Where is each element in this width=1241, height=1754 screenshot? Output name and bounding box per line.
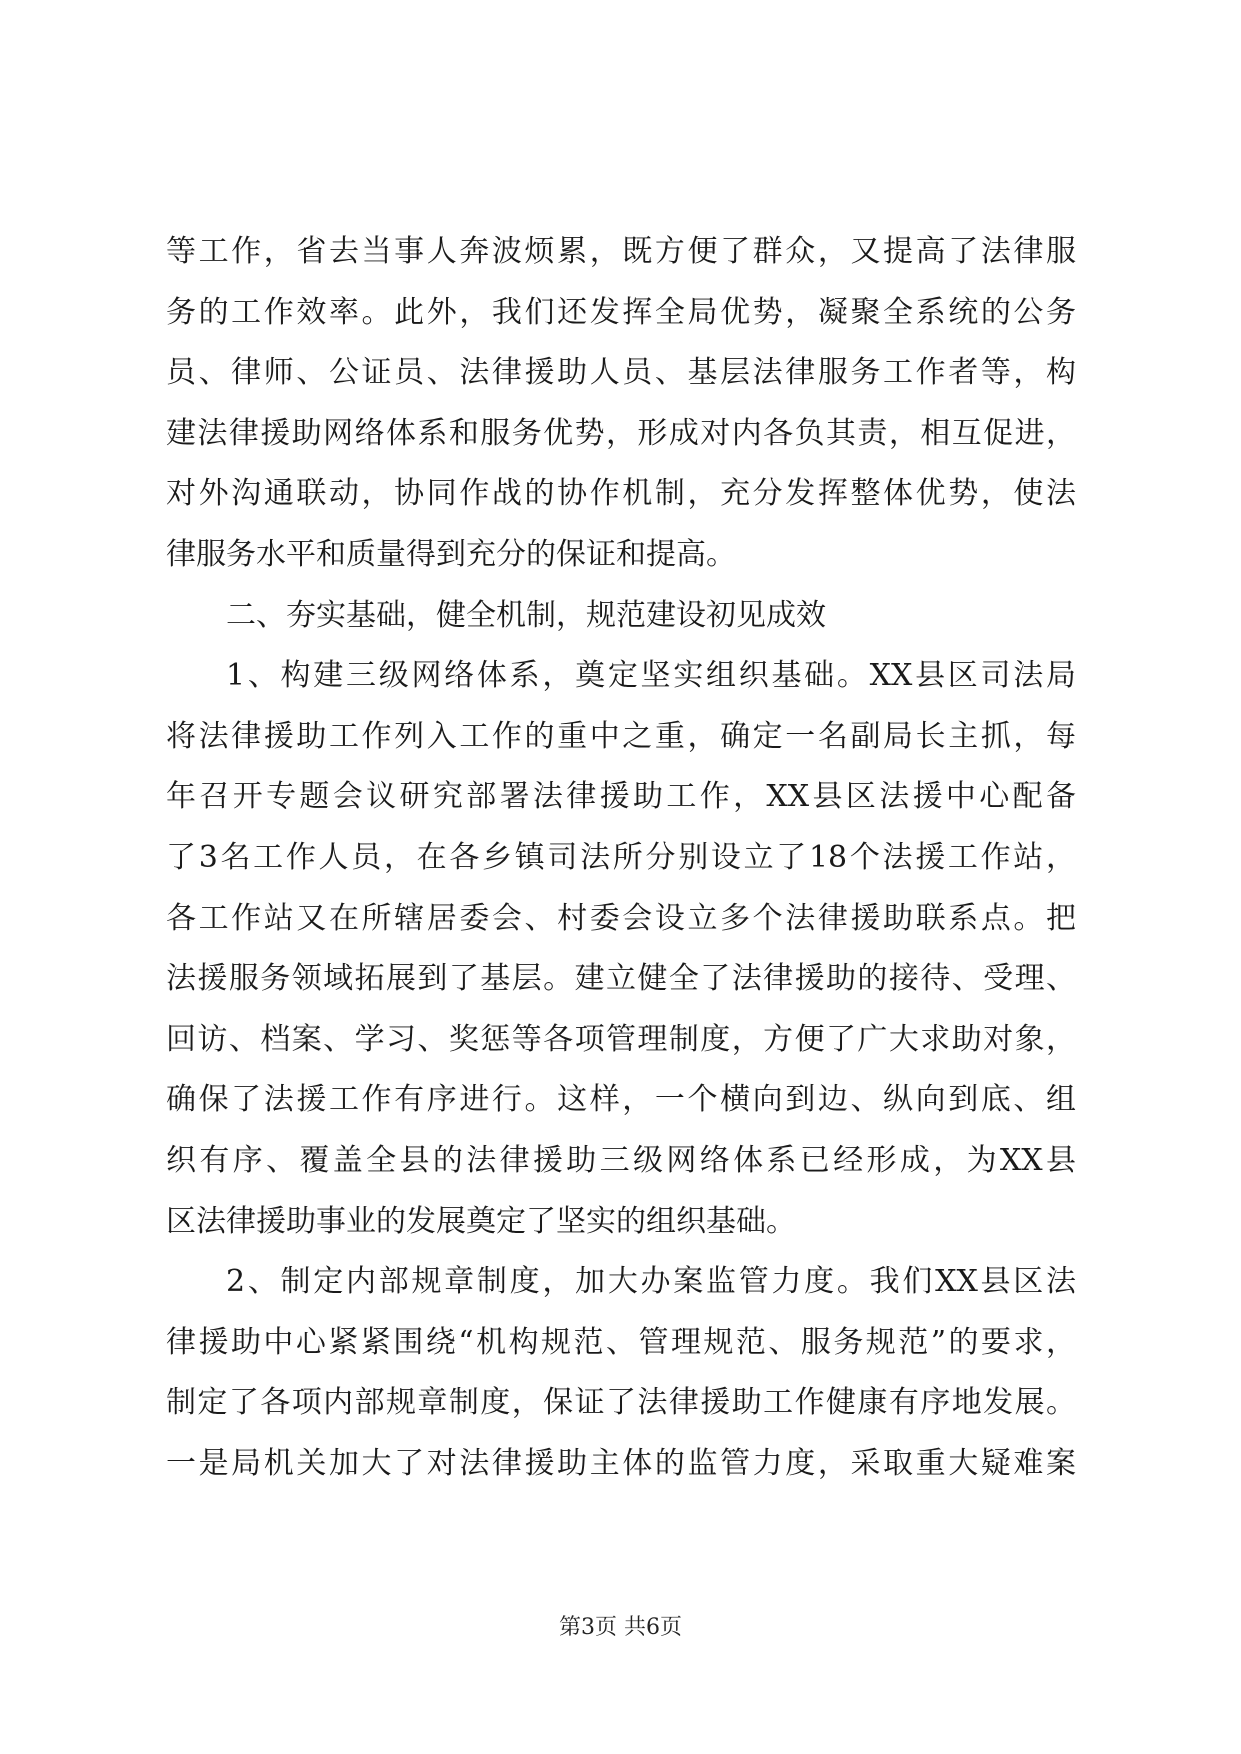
text-line: 确保了法援工作有序进行。这样，一个横向到边、纵向到底、组 [166, 1082, 1076, 1118]
text-line: 回访、档案、学习、奖惩等各项管理制度，方便了广大求助对象， [166, 1021, 1076, 1057]
text-line: 务的工作效率。此外，我们还发挥全局优势，凝聚全系统的公务 [166, 294, 1076, 330]
text-line: 律服务水平和质量得到充分的保证和提高。 [166, 536, 736, 572]
text-line: 了3名工作人员，在各乡镇司法所分别设立了18个法援工作站， [166, 839, 1076, 875]
text-line: 区法律援助事业的发展奠定了坚实的组织基础。 [166, 1203, 796, 1239]
text-line: 法援服务领域拓展到了基层。建立健全了法律援助的接待、受理、 [166, 961, 1076, 997]
text-line: 年召开专题会议研究部署法律援助工作，XX县区法援中心配备 [166, 779, 1076, 815]
text-line: 2、制定内部规章制度，加大办案监管力度。我们XX县区法 [226, 1264, 1076, 1300]
text-line: 律援助中心紧紧围绕“机构规范、管理规范、服务规范”的要求， [166, 1324, 1076, 1360]
text-line: 建法律援助网络体系和服务优势，形成对内各负其责，相互促进， [166, 415, 1076, 451]
text-line: 制定了各项内部规章制度，保证了法律援助工作健康有序地发展。 [166, 1385, 1076, 1421]
page-footer: 第3页 共6页 [559, 1615, 682, 1640]
text-line: 对外沟通联动，协同作战的协作机制，充分发挥整体优势，使法 [166, 476, 1076, 512]
text-line: 1、构建三级网络体系，奠定坚实组织基础。XX县区司法局 [226, 658, 1076, 694]
text-line: 织有序、覆盖全县的法律援助三级网络体系已经形成，为XX县 [166, 1142, 1076, 1178]
document-body [166, 222, 1076, 1494]
text-line: 一是局机关加大了对法律援助主体的监管力度，采取重大疑难案 [166, 1445, 1076, 1481]
text-line: 员、律师、公证员、法律援助人员、基层法律服务工作者等，构 [166, 355, 1076, 391]
text-line: 等工作，省去当事人奔波烦累，既方便了群众，又提高了法律服 [166, 234, 1076, 269]
text-line: 各工作站又在所辖居委会、村委会设立多个法律援助联系点。把 [166, 900, 1076, 936]
text-line: 将法律援助工作列入工作的重中之重，确定一名副局长主抓，每 [166, 718, 1076, 754]
text-line: 二、夯实基础，健全机制，规范建设初见成效 [226, 597, 826, 633]
